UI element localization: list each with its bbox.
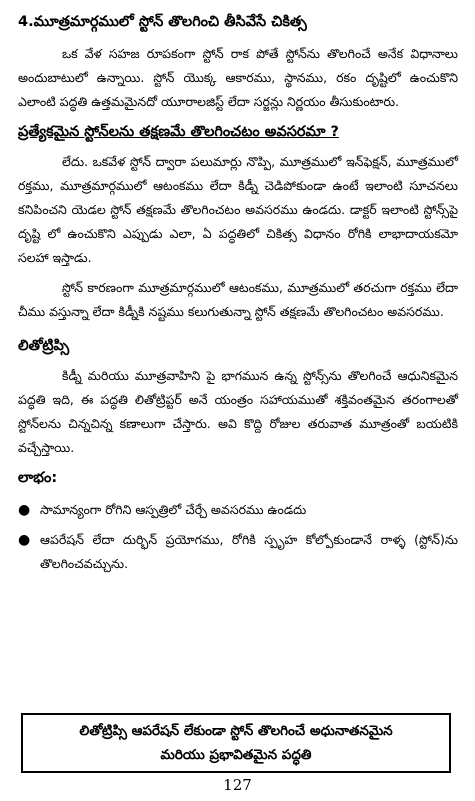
section-heading-stone-removal: 4.మూత్రమార్గములో స్టోన్ తొలగించి తీసివేసే చికిత్స <box>18 14 307 30</box>
paragraph-lithotripsy-text: కిడ్నీ మరియు మూత్రవాహిని పై భాగమున ఉన్న స్టోన్స్‌ను తొలగించే ఆధునికమైన పద్ధతి ఇది, ఈ పద్ధతి లితోట్రిప్టర్ అనే యంత్రం సహాయముతో శక్తివంతమైన తరంగాలతో స్టోన్‌లను చిన్నచిన్న కణాలుగా చేస్తారు. అవి కొద్ది రోజుల తరువాత మూత్రంతో బయటికి వచ్చేస్తాయి. <box>18 368 458 455</box>
bullet-item-2 <box>18 528 458 576</box>
bullet-icon: ● <box>18 532 31 548</box>
bullet-text: సామాన్యంగా రోగిని ఆస్పత్రిలో చేర్చే అవసరము ఉండదు <box>40 502 307 517</box>
paragraph-intro-text: ఒక వేళ సహజ రూపకంగా స్టోన్ రాక పోతే స్టోన్‌ను తొలగించే అనేక విధానాలు అందుబాటులో ఉన్నాయి. స్టోన్ యొక్క ఆకారము, స్థానము, రకం దృష్టిలో ఉంచుకొని ఎలాంటి పద్ధతి ఉత్తమమైనదో యూరాలజిస్ట్ లేదా సర్జన్లు నిర్ణయం తీసుకుంటారు. <box>18 46 458 109</box>
paragraph-lithotripsy <box>18 364 458 460</box>
bullet-text: ఆపరేషన్ లేదా దుర్భిన్ ప్రయోగము, రోగికి స్పృహ కోల్పోకుండానే రాళ్ళ (స్టోన్)ను తొలగించవచ్చును. <box>40 532 458 571</box>
bullet-icon: ● <box>18 502 31 518</box>
bullet-item-1 <box>18 498 458 522</box>
highlight-box <box>21 713 451 773</box>
page-content <box>18 8 458 576</box>
paragraph-answer <box>18 150 458 270</box>
section-heading-benefits: లాభం: <box>18 470 58 486</box>
paragraph-intro <box>18 42 458 114</box>
paragraph-answer-text: లేదు. ఒకవేళ స్టోన్ ద్వారా పలుమార్లు నొప్పి, మూత్రములో ఇన్‌ఫెక్షన్, మూత్రములో రక్తము, మూత్రమార్గములో ఆటంకము లేదా కిడ్నీ చెడిపోకుండా ఉంటే ఇలాంటి సూచనలు కనిపించని యెడల స్టోన్ తక్షణమే తొలగించటం అవసరము ఉండదు. డాక్టర్ ఇలాంటి స్టోన్స్‌పై దృష్టి లో ఉంచుకొని ఎప్పుడు ఎలా, ఏ పద్ధతిలో చికిత్స విధానం రోగికి లాభాదాయకమో సలహా ఇస్తాడు. <box>18 154 458 265</box>
page-number: 127 <box>223 776 252 794</box>
section-heading-lithotripsy: లితోట్రిప్సి <box>18 338 70 354</box>
paragraph-necessity-text: స్టోన్ కారణంగా మూత్రమార్గములో ఆటంకము, మూత్రములో తరచుగా రక్తము లేదా చీము వస్తున్నా లేదా కిడ్నీకి నష్టము కలుగుతున్నా స్టోన్ తక్షణమే తొలగించటం అవసరము. <box>18 280 458 319</box>
section-heading-immediate-removal: ప్రత్యేకమైన స్టోన్‌లను తక్షణమే తొలగించటం అవసరమా ? <box>18 124 339 140</box>
highlight-line-2: మరియు ప్రభావితమైన పద్ధతి <box>160 747 312 763</box>
highlight-line-1: లితోట్రిప్సి ఆపరేషన్ లేకుండా స్టోన్ తొలగించే అధునాతనమైన <box>79 723 393 739</box>
paragraph-necessity <box>18 276 458 324</box>
